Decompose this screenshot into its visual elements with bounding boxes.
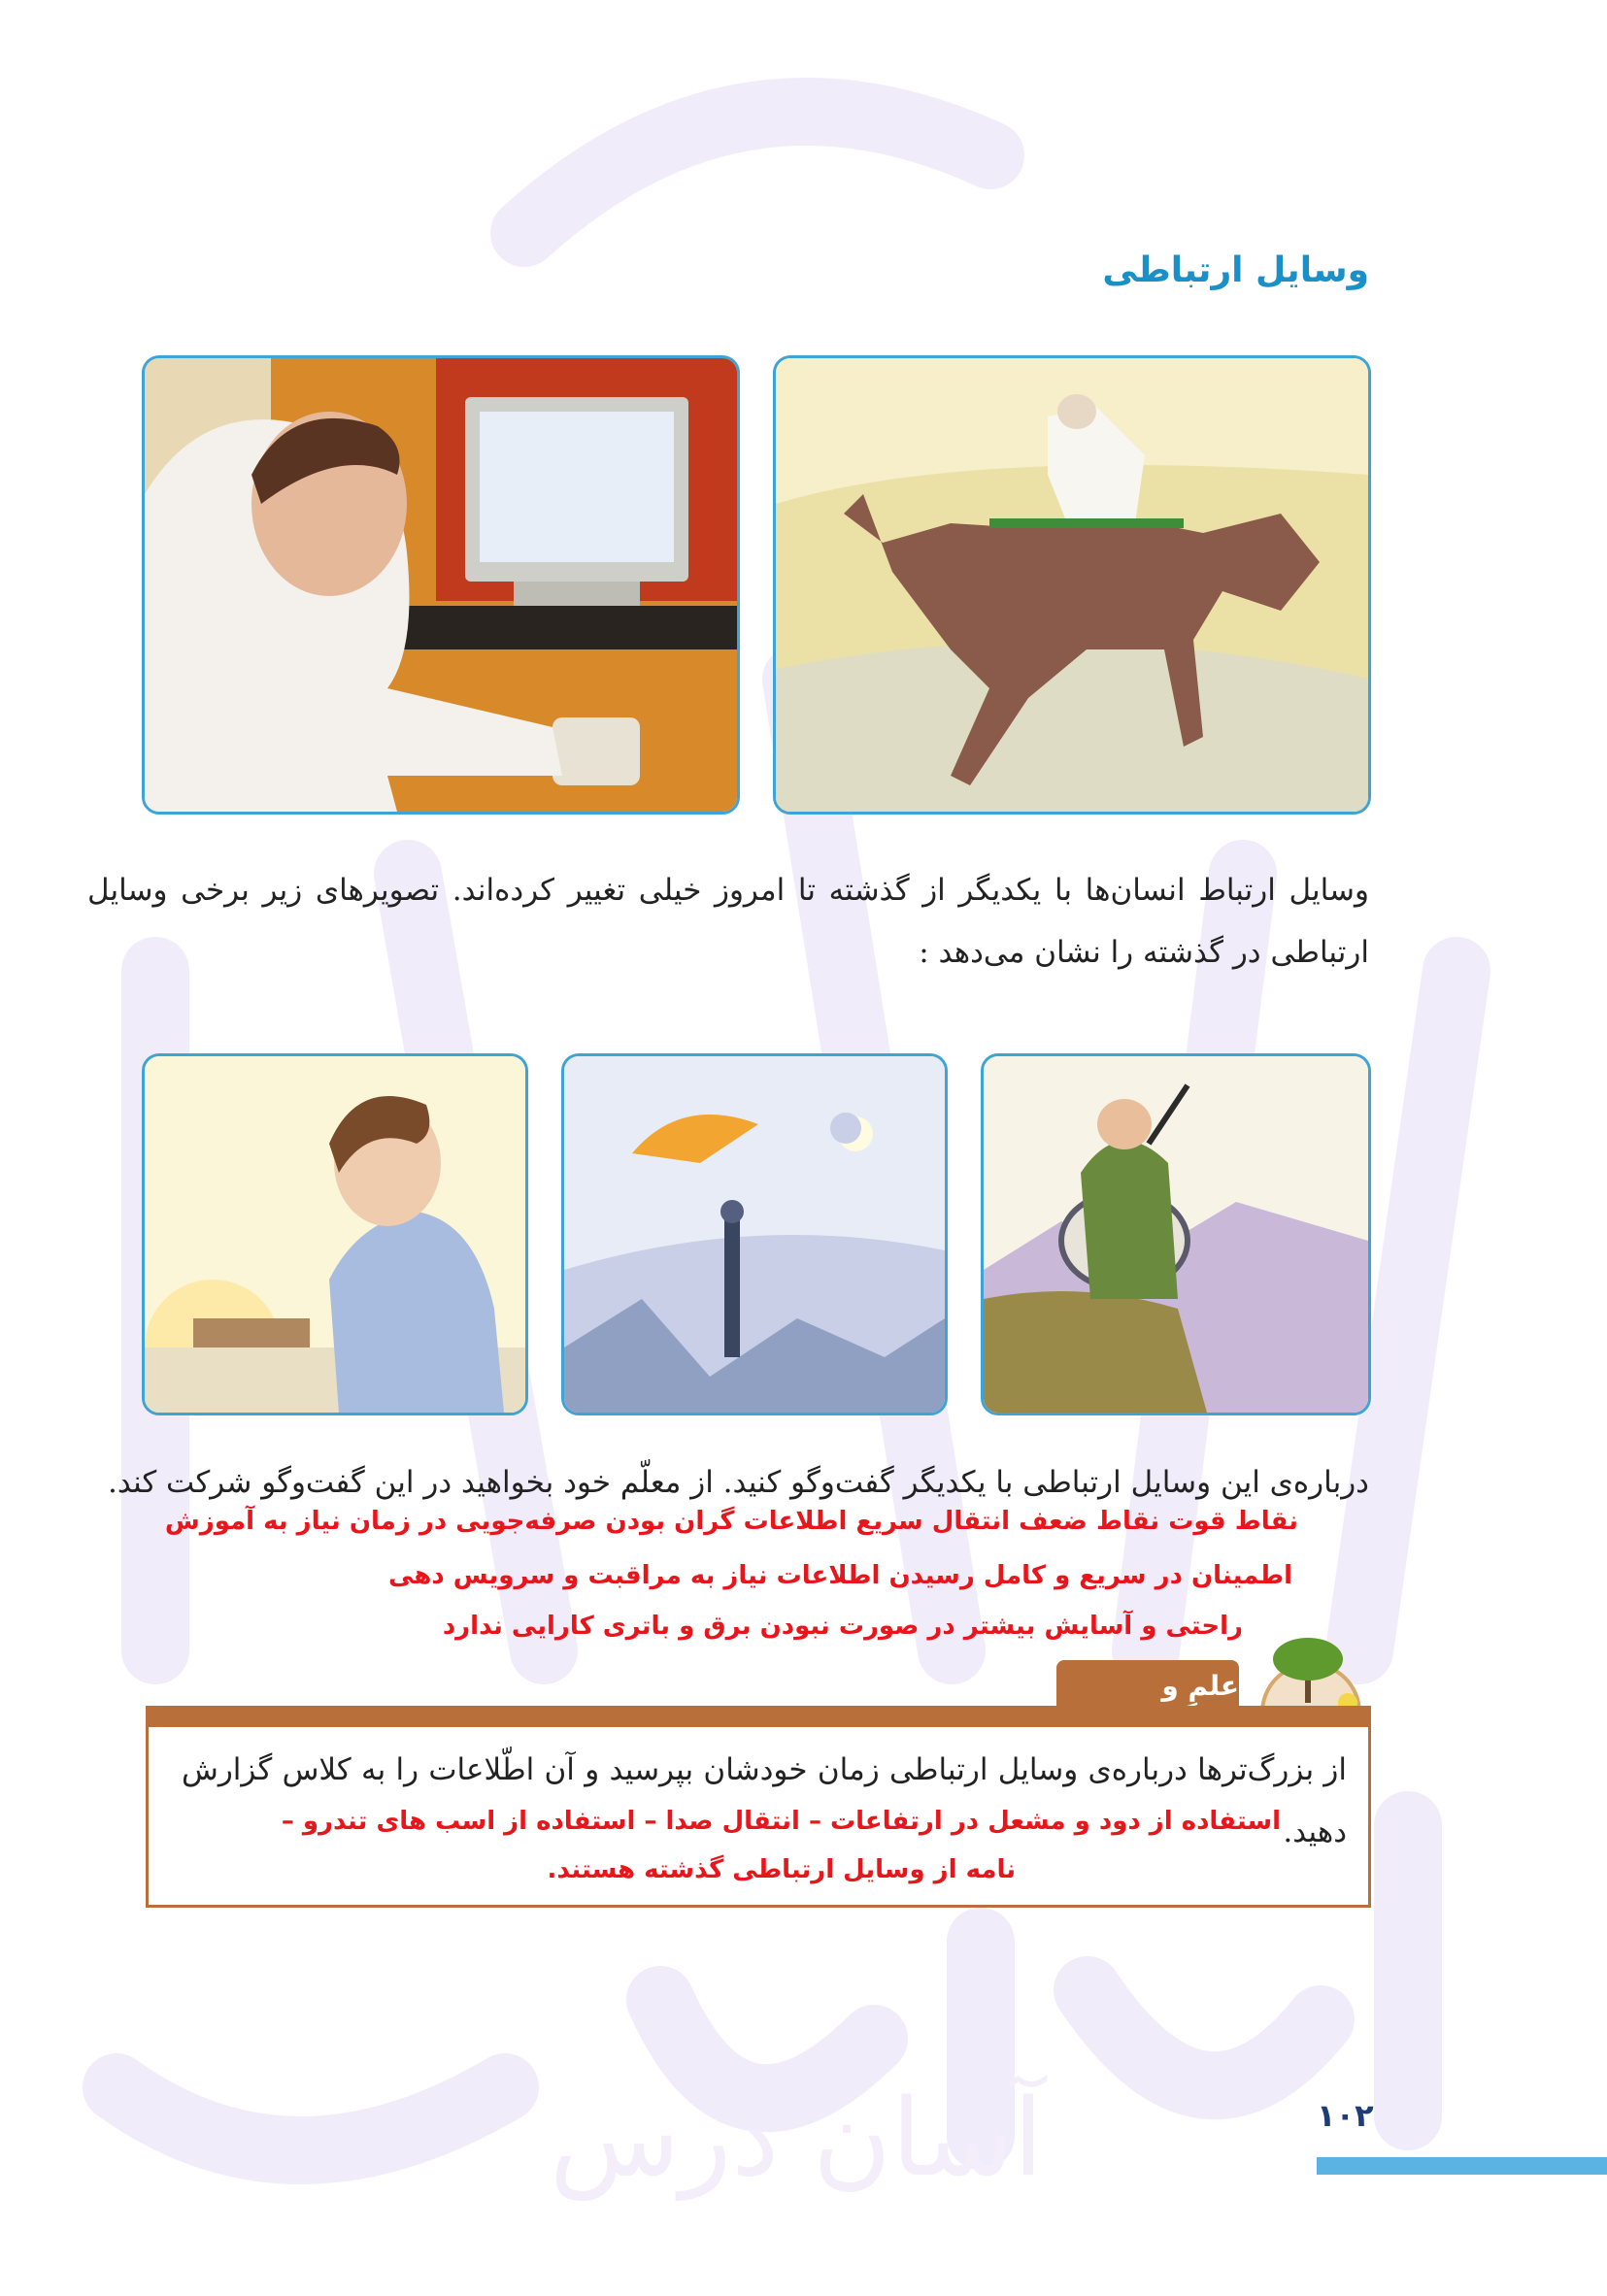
horse-rider-image bbox=[773, 355, 1371, 815]
answer-line-3: راحتی و آسایش بیشتر در صورت نبودن برق و باتری کارایی ندارد bbox=[442, 1612, 1243, 1641]
telegraph-image bbox=[142, 1053, 528, 1415]
science-answer-line-2: نامه از وسایل ارتباطی گذشته هستند. bbox=[547, 1855, 1016, 1884]
page-number: ۱۰۲ bbox=[1317, 2097, 1374, 2134]
torch-signal-image bbox=[561, 1053, 948, 1415]
section-heading: وسایل ارتباطی bbox=[1102, 250, 1369, 290]
page-number-bar bbox=[1317, 2157, 1607, 2175]
science-box-text: از بزرگ‌ترها درباره‌ی وسایل ارتباطی زمان خودشان بپرسید و آن اطّلاعات را به کلاس گزارش دهید. bbox=[182, 1752, 1347, 1849]
science-life-title: علم و bbox=[1161, 1670, 1239, 1702]
answer-line-1: نقاط قوت نقاط ضعف انتقال سریع اطلاعات گران بودن صرفه‌جویی در زمان نیاز به آموزش bbox=[164, 1507, 1298, 1536]
drum-signal-image bbox=[981, 1053, 1371, 1415]
answer-line-2: اطمینان در سریع و کامل رسیدن اطلاعات نیاز به مراقبت و سرویس دهی bbox=[388, 1561, 1292, 1590]
intro-paragraph: وسایل ارتباط انسان‌ها با یکدیگر از گذشته تا امروز خیلی تغییر کرده‌اند. تصویرهای زیر برخی وسایل ارتباطی در گذشته را نشان می‌دهد : bbox=[87, 873, 1369, 970]
science-answer-line-1: استفاده از دود و مشعل در ارتفاعات – انتقال صدا – استفاده از اسب های تندرو – bbox=[281, 1807, 1281, 1836]
boy-computer-image bbox=[142, 355, 740, 815]
science-life-box bbox=[146, 1727, 1371, 1908]
discussion-paragraph: درباره‌ی این وسایل ارتباطی با یکدیگر گفت‌وگو کنید. از معلّم خود بخواهید در این گفت‌وگو شرکت کند. bbox=[107, 1465, 1369, 1500]
watermark-text: آسان درس bbox=[549, 2076, 1044, 2200]
science-box-bar bbox=[146, 1706, 1371, 1727]
